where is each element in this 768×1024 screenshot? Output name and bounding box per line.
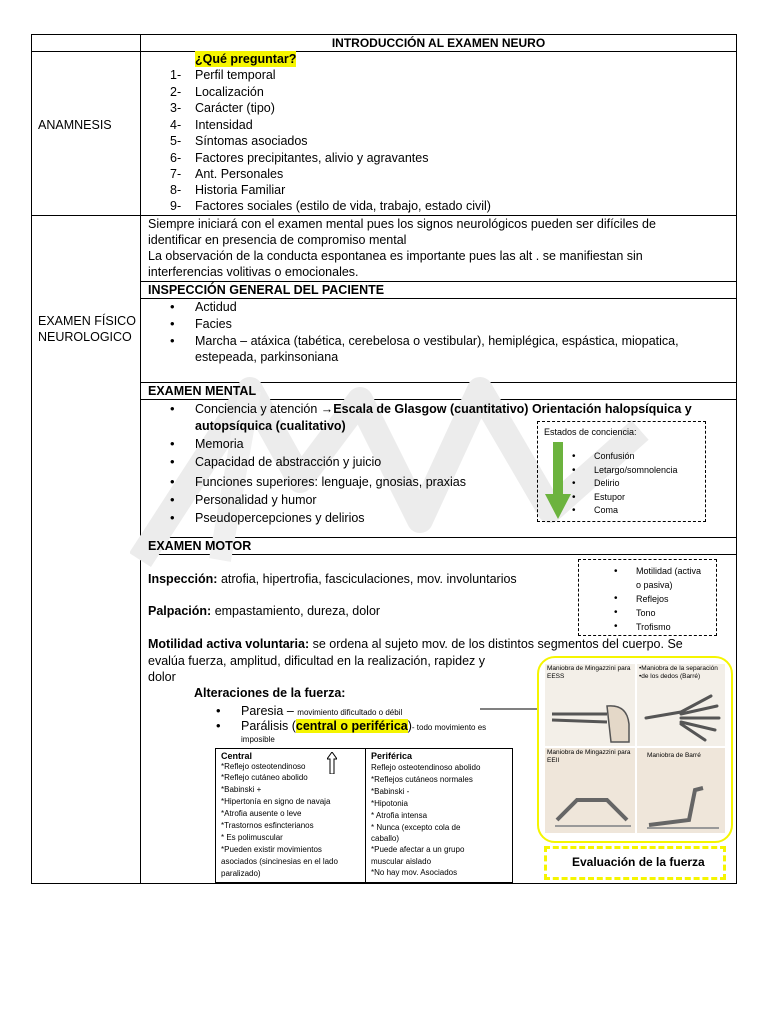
figure-label-br: Maniobra de Barré	[647, 752, 701, 759]
inspeccion-marcha-cont: estepeada, parkinsoniana	[195, 350, 339, 364]
figure-panel-br	[637, 748, 725, 833]
arms-maneuver-illustration	[547, 684, 633, 744]
inspeccion-heading: INSPECCIÓN GENERAL DEL PACIENTE	[148, 283, 385, 297]
periferica-title: Periférica	[371, 751, 413, 761]
central-item-5: *Atrofia ausente o leve	[221, 809, 302, 818]
alteraciones-heading: Alteraciones de la fuerza:	[194, 686, 346, 700]
box-item-motilidad-cont: o pasiva)	[636, 579, 673, 590]
motilidad-text-3: dolor	[148, 670, 176, 684]
inspeccion-item-actitud: • Actidud	[195, 299, 237, 315]
estado-letargo: • Letargo/somnolencia	[594, 464, 678, 478]
estados-title: Estados de conciencia:	[544, 427, 637, 437]
anamnesis-item-8: Historia Familiar	[195, 182, 286, 197]
estado-delirio: • Delirio	[594, 477, 678, 491]
central-title: Central	[221, 751, 253, 761]
box-item-motilidad: • Motilidad (activa	[636, 566, 701, 578]
legs-maneuver-illustration	[547, 770, 633, 830]
anamnesis-num-2: 2-	[170, 84, 182, 99]
page-title: INTRODUCCIÓN AL EXAMEN NEURO	[331, 36, 546, 50]
central-item-10: paralizado)	[221, 869, 261, 878]
estados-conciencia-box	[537, 421, 706, 522]
figure-panel-bl	[545, 748, 635, 833]
inspeccion-text: atrofia, hipertrofia, fasciculaciones, mov. involuntarios	[217, 572, 517, 586]
mental-heading: EXAMEN MENTAL	[148, 384, 257, 398]
anamnesis-item-5: Síntomas asociados	[195, 134, 308, 148]
periferica-item-7: caballo)	[371, 834, 400, 843]
table-border-right	[736, 34, 737, 884]
central-item-6: *Trastornos esfincterianos	[221, 821, 314, 830]
paralisis-desc-2: imposible	[241, 735, 275, 744]
figure-panel-tr	[637, 664, 725, 746]
paresia-desc: movimiento dificultado o débil	[297, 708, 403, 717]
arrow-right-icon: →	[320, 402, 334, 416]
paresia-item	[241, 703, 402, 719]
anamnesis-num-6: 6-	[170, 150, 182, 165]
estado-coma: • Coma	[594, 504, 678, 518]
inspeccion-item-facies: • Facies	[195, 316, 232, 332]
central-item-2: *Reflejo cutáneo abolido	[221, 773, 308, 782]
motor-components-box	[578, 559, 717, 636]
examen-fisico-label-2: NEUROLOGICO	[38, 330, 132, 344]
anamnesis-num-3: 3-	[170, 101, 182, 115]
motor-palpacion	[148, 603, 380, 619]
paresia-label: Paresia –	[241, 704, 298, 718]
motor-motilidad	[148, 636, 683, 652]
central-item-7: * Es polimuscular	[221, 833, 283, 842]
motilidad-label: Motilidad activa voluntaria:	[148, 637, 310, 651]
intro-line-1: Siempre iniciará con el examen mental pues los signos neurológicos pueden ser difíciles de	[148, 217, 656, 231]
anamnesis-num-8: 8-	[170, 182, 182, 197]
anamnesis-item-4: Intensidad	[195, 117, 253, 132]
motor-inspeccion	[148, 571, 517, 587]
motor-heading: EXAMEN MOTOR	[148, 539, 252, 553]
periferica-item-4: *Hipotonia	[371, 799, 408, 808]
anamnesis-num-4: 4-	[170, 117, 182, 132]
box-item-reflejos: • Reflejos	[636, 592, 701, 606]
paralisis-close: )	[407, 719, 412, 733]
table-border-left	[31, 34, 32, 884]
box-item-tono: • Tono	[636, 606, 701, 620]
inspeccion-item-marcha: • Marcha – atáxica (tabética, cerebelosa o vestibular), hemiplégica, espástica, miopatica,	[195, 333, 679, 349]
periferica-item-8: *Puede afectar a un grupo	[371, 845, 465, 854]
periferica-item-1: Reflejo osteotendinoso abolido	[371, 763, 481, 772]
palpacion-label: Palpación:	[148, 604, 212, 618]
periferica-item-10: *No hay mov. Asociados	[371, 868, 458, 877]
anamnesis-item-9: Factores sociales (estilo de vida, trabajo, estado civil)	[195, 198, 491, 213]
periferica-item-6: * Nunca (excepto cola de	[371, 823, 461, 832]
row-divider-title	[31, 51, 737, 52]
estado-estupor: • Estupor	[594, 491, 678, 505]
barre-legs-illustration	[639, 770, 723, 830]
periferica-item-5: * Atrofia intensa	[371, 811, 428, 820]
motilidad-text-2: evalúa fuerza, amplitud, dificultad en la realización, rapidez y	[148, 654, 485, 668]
mental-item-memoria: • Memoria	[195, 436, 244, 452]
central-item-1: *Reflejo osteotendinoso	[221, 762, 306, 771]
figure-label-bl: Maniobra de Mingazzini para EEII	[547, 749, 631, 764]
table-border-bottom	[31, 883, 737, 884]
anamnesis-num-7: 7-	[170, 166, 182, 181]
anamnesis-num-9: 9-	[170, 198, 182, 213]
central-item-4: *Hipertonía en signo de navaja	[221, 797, 331, 806]
intro-line-4: interferencias volitivas o emocionales.	[148, 265, 359, 279]
evaluacion-label: Evaluación de la fuerza	[572, 855, 705, 869]
anamnesis-label: ANAMNESIS	[38, 118, 112, 132]
down-arrow-icon	[545, 442, 571, 520]
intro-line-2: identificar en presencia de compromiso mental	[148, 233, 407, 247]
anamnesis-num-5: 5-	[170, 134, 182, 148]
central-item-9: asociados (sincinesias en el lado	[221, 857, 338, 866]
figure-label-tl: Maniobra de Mingazzini para EESS	[547, 665, 631, 680]
box-item-trofismo: • Trofismo	[636, 620, 701, 634]
mental-item-conciencia	[195, 401, 692, 417]
intro-line-3: La observación de la conducta espontanea es importante pues las alt . se manifiestan sin	[148, 249, 643, 263]
conciencia-text: Conciencia y atención	[195, 402, 321, 416]
mental-item-pseudopercepciones: • Pseudopercepciones y delirios	[195, 510, 365, 526]
anamnesis-item-7: Ant. Personales	[195, 166, 284, 181]
mental-item-personalidad: • Personalidad y humor	[195, 492, 317, 508]
table-divider	[365, 749, 366, 882]
paralisis-item	[241, 718, 486, 734]
mental-item-funciones: • Funciones superiores: lenguaje, gnosias, praxias	[195, 474, 466, 490]
central-periferica-table	[215, 748, 513, 883]
anamnesis-num-1: 1-	[170, 68, 182, 82]
estado-confusion: • Confusión	[594, 450, 678, 464]
figure-label-tr: •Maniobra de la separación •de los dedos (Barré)	[639, 665, 718, 680]
anamnesis-item-3: Carácter (tipo)	[195, 101, 275, 115]
question-heading: ¿Qué preguntar?	[195, 52, 297, 66]
figure-panel-tl	[545, 664, 635, 746]
central-item-3: *Babinski +	[221, 785, 262, 794]
anamnesis-item-1: Perfil temporal	[195, 68, 276, 82]
periferica-item-3: *Babinski -	[371, 787, 410, 796]
hand-fingers-illustration	[641, 688, 721, 744]
periferica-item-2: *Reflejos cutáneos normales	[371, 775, 473, 784]
palpacion-text: empastamiento, dureza, dolor	[211, 604, 381, 618]
mental-item-abstraccion: • Capacidad de abstracción y juicio	[195, 454, 381, 470]
evaluacion-fuerza-box	[544, 846, 726, 880]
paralisis-highlight: central o periférica	[295, 719, 408, 733]
examen-fisico-label-1: EXAMEN FÍSICO	[38, 314, 136, 328]
paralisis-label: Parálisis (	[241, 719, 296, 733]
autopsiquica-text: autopsíquica (cualitativo)	[195, 419, 346, 433]
periferica-item-9: muscular aislado	[371, 857, 432, 866]
maniobras-figure	[537, 656, 733, 843]
central-item-8: *Pueden existir movimientos	[221, 845, 322, 854]
anamnesis-item-6: Factores precipitantes, alivio y agravantes	[195, 150, 429, 165]
anamnesis-item-2: Localización	[195, 84, 264, 99]
motilidad-text-1: se ordena al sujeto mov. de los distintos segmentos del cuerpo. Se	[309, 637, 683, 651]
inspeccion-label: Inspección:	[148, 572, 218, 586]
paralisis-desc-1: - todo movimiento es	[411, 723, 487, 732]
glasgow-text: Escala de Glasgow (cuantitativo) Orientación halopsíquica y	[333, 402, 692, 416]
